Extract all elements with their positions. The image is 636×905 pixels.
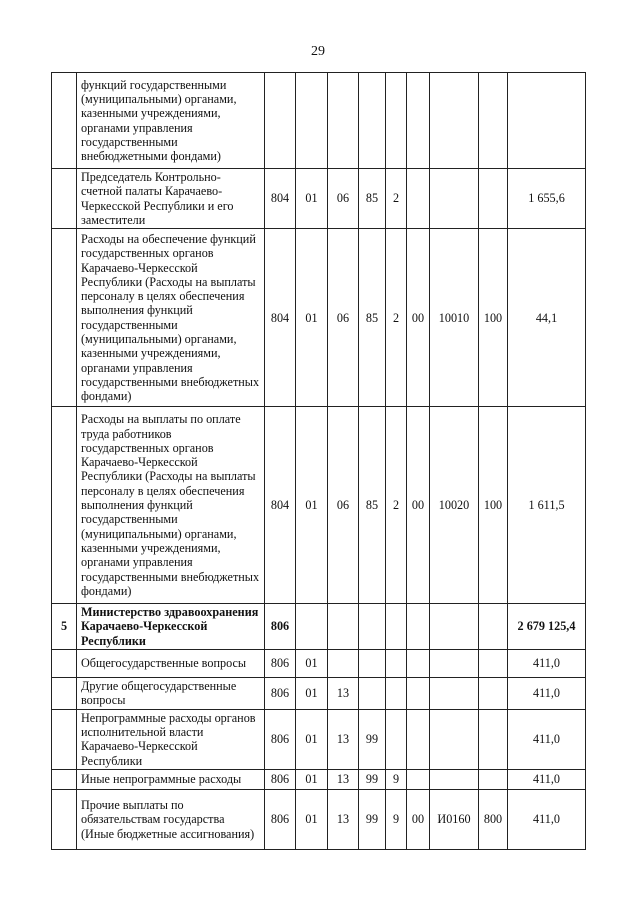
cell-rz: 01	[296, 789, 328, 849]
cell-vr	[479, 650, 508, 678]
page-number: 29	[311, 44, 325, 59]
cell-cs1: 99	[359, 709, 386, 769]
cell-rz: 01	[296, 169, 328, 229]
cell-sum: 411,0	[508, 650, 586, 678]
cell-sum	[508, 73, 586, 169]
cell-num: 5	[52, 604, 77, 650]
cell-pr	[328, 650, 359, 678]
cell-cs1	[359, 678, 386, 710]
cell-cs4	[430, 73, 479, 169]
cell-sum: 1 611,5	[508, 407, 586, 604]
cell-cs3	[407, 709, 430, 769]
cell-rz: 01	[296, 709, 328, 769]
cell-pr	[328, 73, 359, 169]
cell-cs2	[386, 650, 407, 678]
cell-rz: 01	[296, 678, 328, 710]
cell-rz: 01	[296, 769, 328, 789]
cell-cs4	[430, 604, 479, 650]
cell-pr: 13	[328, 678, 359, 710]
cell-vr	[479, 709, 508, 769]
cell-cs3	[407, 604, 430, 650]
cell-vr	[479, 769, 508, 789]
cell-num	[52, 169, 77, 229]
table-row	[52, 709, 586, 769]
cell-cs3	[407, 650, 430, 678]
cell-cs4: 10010	[430, 229, 479, 407]
cell-cs1	[359, 604, 386, 650]
cell-num	[52, 769, 77, 789]
cell-grbs: 804	[265, 407, 296, 604]
cell-pr: 06	[328, 229, 359, 407]
cell-vr	[479, 73, 508, 169]
cell-cs2	[386, 709, 407, 769]
cell-name: функций государственными (муниципальными) органами, казенными учреждениями, органами управления государственными внебюджетными фондами)	[77, 73, 265, 169]
cell-sum: 411,0	[508, 678, 586, 710]
cell-cs2: 2	[386, 229, 407, 407]
cell-name: Иные непрограммные расходы	[77, 769, 265, 789]
cell-cs1	[359, 650, 386, 678]
cell-sum: 411,0	[508, 789, 586, 849]
cell-cs2	[386, 73, 407, 169]
cell-cs2	[386, 678, 407, 710]
cell-num	[52, 678, 77, 710]
cell-cs2: 9	[386, 769, 407, 789]
cell-cs3	[407, 169, 430, 229]
table-row	[52, 769, 586, 789]
cell-name: Расходы на выплаты по оплате труда работников государственных органов Карачаево-Черкесской Республики (Расходы на выплаты персоналу в целях обеспечения выполнения функций государственными (муниципальными) органами, казенными учреждениями, органами управления государственными внебюджетных фондами)	[77, 407, 265, 604]
cell-cs3: 00	[407, 407, 430, 604]
cell-vr	[479, 169, 508, 229]
cell-sum: 1 655,6	[508, 169, 586, 229]
table-row	[52, 169, 586, 229]
cell-cs2: 9	[386, 789, 407, 849]
cell-cs4	[430, 769, 479, 789]
cell-name: Министерство здравоохранения Карачаево-Черкесской Республики	[77, 604, 265, 650]
cell-cs1: 99	[359, 789, 386, 849]
cell-name: Общегосударственные вопросы	[77, 650, 265, 678]
cell-num	[52, 407, 77, 604]
cell-name: Председатель Контрольно-счетной палаты Карачаево-Черкесской Республики и его заместители	[77, 169, 265, 229]
cell-grbs: 806	[265, 769, 296, 789]
cell-pr: 06	[328, 407, 359, 604]
cell-name: Прочие выплаты по обязательствам государства (Иные бюджетные ассигнования)	[77, 789, 265, 849]
cell-num	[52, 73, 77, 169]
cell-rz	[296, 604, 328, 650]
cell-cs4	[430, 650, 479, 678]
cell-vr: 100	[479, 229, 508, 407]
cell-vr	[479, 604, 508, 650]
table-row	[52, 229, 586, 407]
cell-cs1	[359, 73, 386, 169]
budget-table	[51, 72, 586, 850]
table-row	[52, 407, 586, 604]
cell-name: Расходы на обеспечение функций государственных органов Карачаево-Черкесской Республики (Расходы на выплаты персоналу в целях обеспечения выполнения функций государственными (муниципальными) органами, казенными учреждениями, органами управления государственными внебюджетных фондами)	[77, 229, 265, 407]
cell-grbs: 804	[265, 229, 296, 407]
cell-sum: 44,1	[508, 229, 586, 407]
table-row	[52, 650, 586, 678]
cell-name: Другие общегосударственные вопросы	[77, 678, 265, 710]
cell-grbs: 806	[265, 650, 296, 678]
cell-grbs	[265, 73, 296, 169]
cell-cs3	[407, 73, 430, 169]
cell-sum: 2 679 125,4	[508, 604, 586, 650]
cell-num	[52, 709, 77, 769]
cell-pr: 06	[328, 169, 359, 229]
cell-cs4	[430, 709, 479, 769]
cell-cs1: 85	[359, 229, 386, 407]
cell-sum: 411,0	[508, 769, 586, 789]
cell-grbs: 804	[265, 169, 296, 229]
cell-rz: 01	[296, 229, 328, 407]
table-row	[52, 73, 586, 169]
cell-cs2	[386, 604, 407, 650]
cell-cs1: 99	[359, 769, 386, 789]
cell-rz: 01	[296, 407, 328, 604]
cell-cs2: 2	[386, 169, 407, 229]
table-row	[52, 789, 586, 849]
cell-grbs: 806	[265, 709, 296, 769]
cell-pr: 13	[328, 789, 359, 849]
table-row	[52, 678, 586, 710]
cell-pr: 13	[328, 709, 359, 769]
cell-cs1: 85	[359, 407, 386, 604]
table-row	[52, 604, 586, 650]
cell-vr: 100	[479, 407, 508, 604]
cell-vr: 800	[479, 789, 508, 849]
cell-cs3: 00	[407, 229, 430, 407]
cell-grbs: 806	[265, 678, 296, 710]
cell-rz	[296, 73, 328, 169]
cell-cs3	[407, 678, 430, 710]
cell-num	[52, 650, 77, 678]
cell-num	[52, 229, 77, 407]
cell-pr: 13	[328, 769, 359, 789]
cell-num	[52, 789, 77, 849]
cell-pr	[328, 604, 359, 650]
cell-cs4: И0160	[430, 789, 479, 849]
cell-cs3	[407, 769, 430, 789]
cell-cs4	[430, 678, 479, 710]
cell-grbs: 806	[265, 604, 296, 650]
cell-grbs: 806	[265, 789, 296, 849]
cell-cs1: 85	[359, 169, 386, 229]
cell-sum: 411,0	[508, 709, 586, 769]
cell-name: Непрограммные расходы органов исполнительной власти Карачаево-Черкесской Республики	[77, 709, 265, 769]
cell-cs4: 10020	[430, 407, 479, 604]
cell-rz: 01	[296, 650, 328, 678]
cell-cs2: 2	[386, 407, 407, 604]
cell-vr	[479, 678, 508, 710]
cell-cs3: 00	[407, 789, 430, 849]
cell-cs4	[430, 169, 479, 229]
